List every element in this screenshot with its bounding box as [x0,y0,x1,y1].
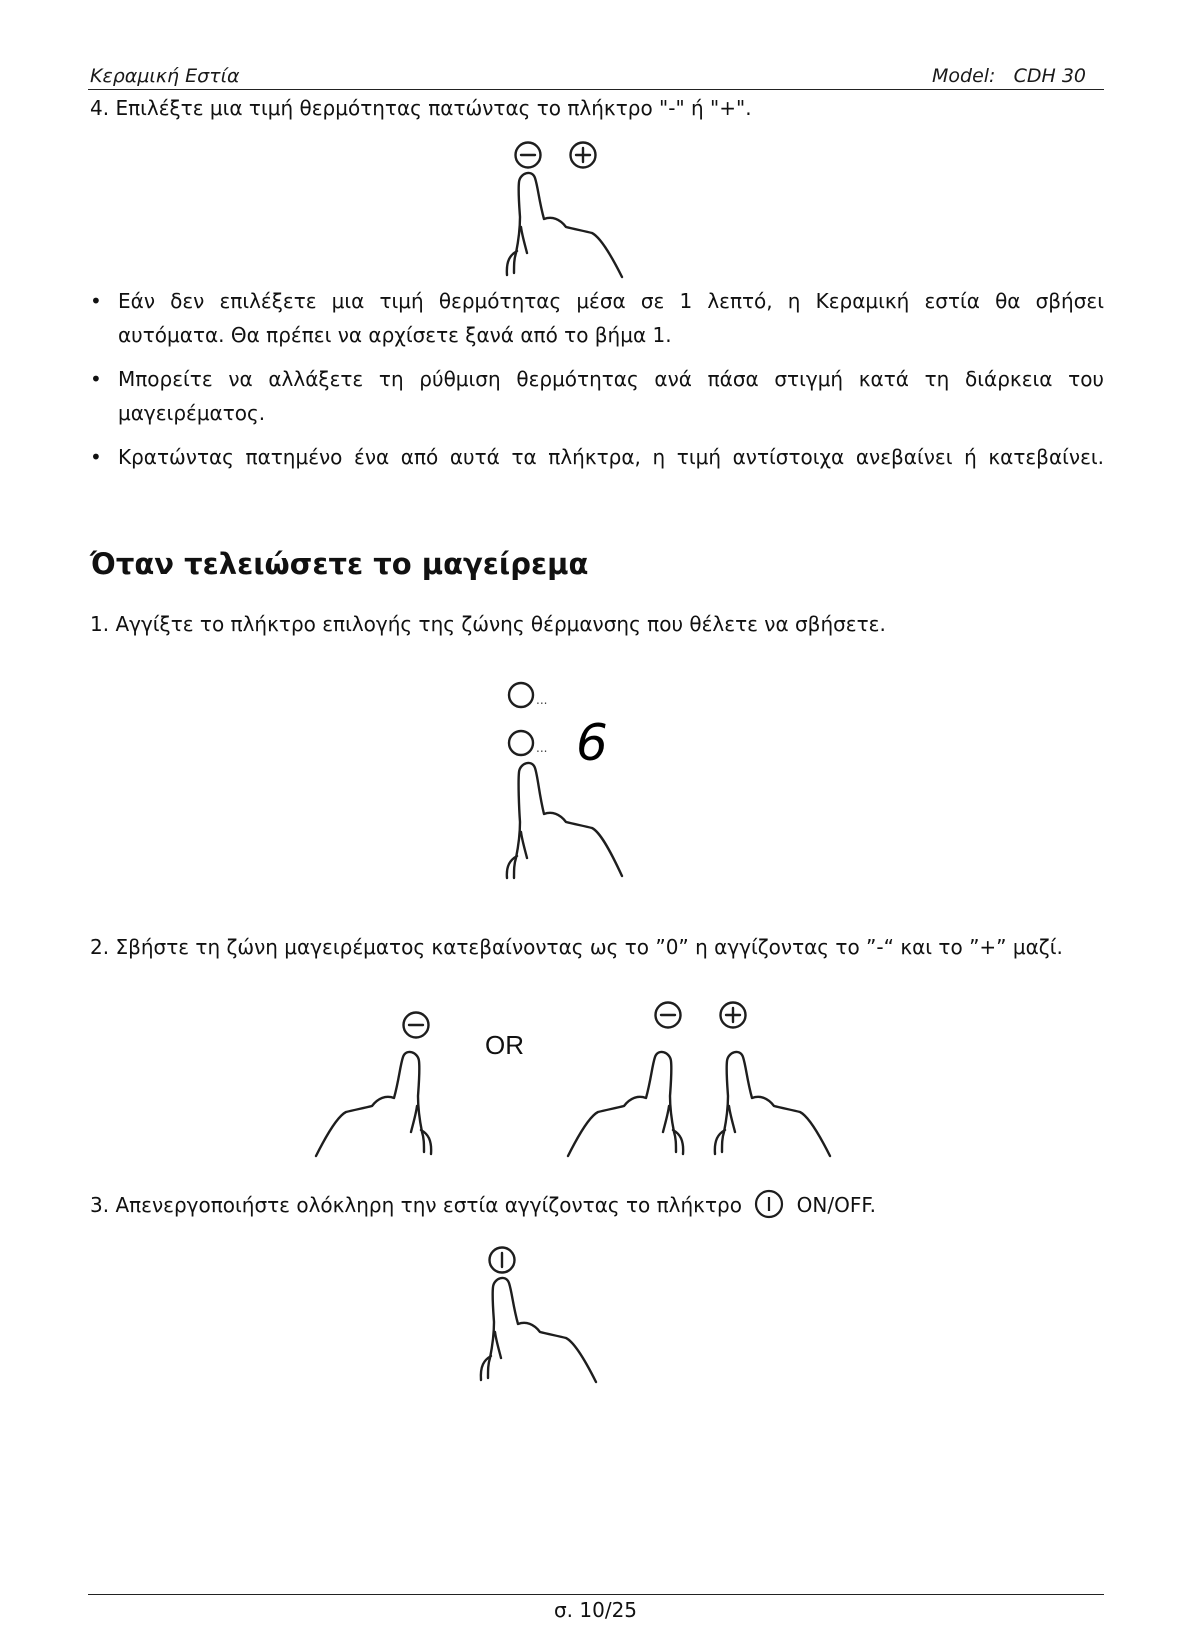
minus-icon [516,143,541,168]
page-number: σ. 10/25 [553,1598,638,1622]
ellipsis-1: ... [536,693,548,707]
display-digit: 6 [576,714,608,772]
step3-after: ON/OFF. [796,1193,876,1217]
hand-icon [507,173,622,277]
plus-icon [721,1003,746,1028]
hand-icon [715,1052,830,1156]
minus-icon [656,1003,681,1028]
bullet-2-line1: Μπορείτε να αλλάξετε τη ρύθμιση θερμότητας ανά πάσα στιγμή κατά τη διάρκεια του [118,367,1104,391]
bullet-3-line1: Κρατώντας πατημένο ένα από αυτά τα πλήκτρα, η τιμή αντίστοιχα ανεβαίνει ή κατεβαίνει. [118,445,1104,469]
step4-text: 4. Επιλέξτε μια τιμή θερμότητας πατώντας το πλήκτρο "-" ή "+". [90,96,752,120]
header-title: Κεραμική Εστία [90,65,240,87]
figure-zone-select [480,670,660,885]
bullet-1-dot: • [90,289,102,313]
header-rule [88,89,1104,90]
model-value: CDH 30 [1013,65,1086,87]
bullet-2-line2: μαγειρέματος. [118,401,266,425]
power-icon [754,1189,784,1219]
or-label: OR [485,1030,524,1060]
ellipsis-2: ... [536,741,548,755]
bullet-3-dot: • [90,445,102,469]
figure-select-heat [500,135,640,285]
zone-select-icon [509,683,533,707]
figure-turn-off-minus [312,1000,442,1160]
power-icon [490,1248,515,1273]
figure-power-off [472,1240,612,1390]
figure-turn-off-both [558,990,848,1160]
bullet-1-line2: αυτόματα. Θα πρέπει να αρχίσετε ξανά από το βήμα 1. [118,323,672,347]
hand-icon [481,1278,596,1382]
model-label: Model: [932,65,996,87]
bullet-2-dot: • [90,367,102,391]
footer-rule [88,1594,1104,1595]
minus-icon [404,1013,429,1038]
hand-icon [568,1052,683,1156]
step1-text: 1. Αγγίξτε το πλήκτρο επιλογής της ζώνης θέρμανσης που θέλετε να σβήσετε. [90,612,886,636]
hand-icon [507,763,622,878]
bullet-1-line1: Εάν δεν επιλέξετε μια τιμή θερμότητας μέσα σε 1 λεπτό, η Κεραμική εστία θα σβήσει [118,289,1104,313]
zone-select-icon [509,731,533,755]
section-heading: Όταν τελειώσετε το μαγείρεμα [90,547,589,581]
header-model [932,65,1086,87]
step3-text [90,1188,876,1222]
plus-icon [571,143,596,168]
step2-text: 2. Σβήστε τη ζώνη μαγειρέματος κατεβαίνοντας ως το ”0” η αγγίζοντας το ”-“ και το ”+” μαζί. [90,935,1063,959]
hand-icon [316,1052,431,1156]
step3-before: 3. Απενεργοποιήστε ολόκληρη την εστία αγγίζοντας το πλήκτρο [90,1193,742,1217]
